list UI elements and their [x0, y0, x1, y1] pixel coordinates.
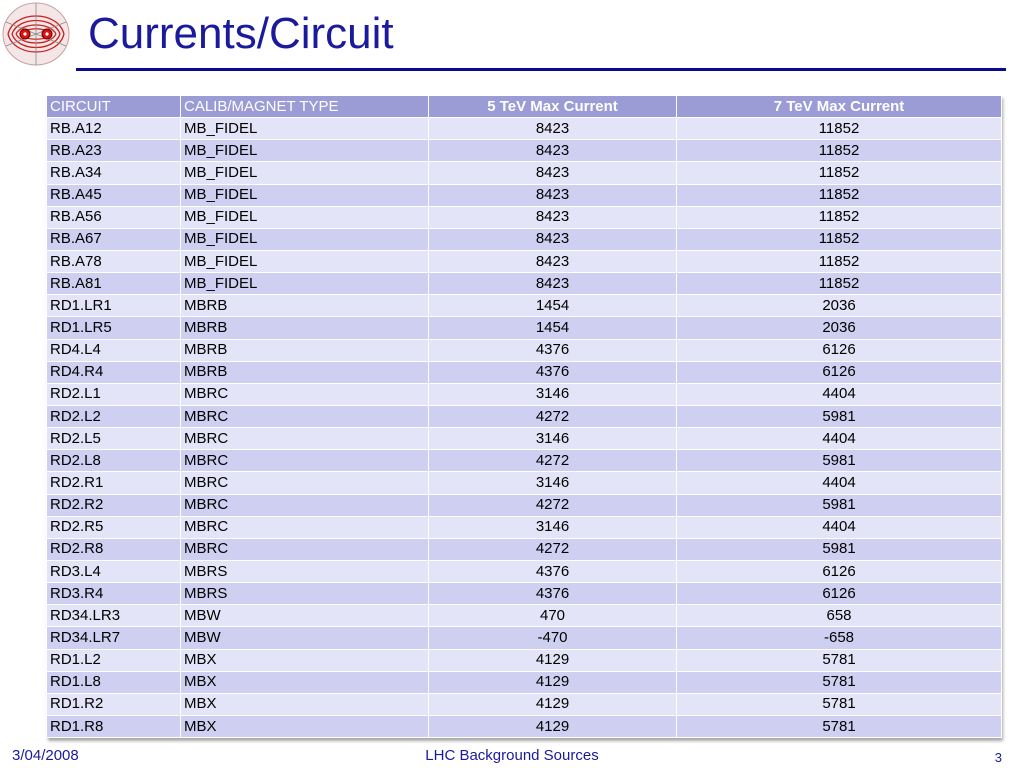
cell-magnet-type: MBX [181, 671, 429, 693]
slide-title: Currents/Circuit [88, 9, 394, 58]
table-row [47, 715, 1002, 737]
title-divider [76, 68, 1006, 71]
cell-circuit: RD34.LR3 [47, 605, 181, 627]
cell-7tev-current: 11852 [677, 250, 1002, 272]
cell-magnet-type: MB_FIDEL [181, 140, 429, 162]
cell-magnet-type: MB_FIDEL [181, 273, 429, 295]
cell-circuit: RD3.R4 [47, 583, 181, 605]
table-header-row [47, 96, 1002, 118]
cell-circuit: RB.A45 [47, 184, 181, 206]
cell-7tev-current: 2036 [677, 295, 1002, 317]
cell-5tev-current: 4272 [429, 494, 677, 516]
footer-date: 3/04/2008 [12, 747, 79, 764]
cell-7tev-current: 11852 [677, 162, 1002, 184]
table-row [47, 250, 1002, 272]
cell-magnet-type: MBRC [181, 538, 429, 560]
cell-magnet-type: MBRC [181, 494, 429, 516]
cell-5tev-current: -470 [429, 627, 677, 649]
cell-circuit: RB.A81 [47, 273, 181, 295]
cell-circuit: RB.A23 [47, 140, 181, 162]
table-row [47, 450, 1002, 472]
cell-circuit: RD4.L4 [47, 339, 181, 361]
cell-circuit: RD4.R4 [47, 361, 181, 383]
table-row [47, 583, 1002, 605]
footer-title: LHC Background Sources [425, 747, 599, 764]
cell-7tev-current: 6126 [677, 560, 1002, 582]
cell-7tev-current: 5781 [677, 671, 1002, 693]
currents-table-container [46, 95, 1001, 738]
cell-magnet-type: MB_FIDEL [181, 162, 429, 184]
cell-7tev-current: 6126 [677, 583, 1002, 605]
table-row [47, 405, 1002, 427]
cell-magnet-type: MBRC [181, 405, 429, 427]
cell-5tev-current: 3146 [429, 383, 677, 405]
cell-circuit: RB.A12 [47, 118, 181, 140]
cell-circuit: RD2.R1 [47, 472, 181, 494]
cell-7tev-current: 4404 [677, 472, 1002, 494]
cell-magnet-type: MBRC [181, 450, 429, 472]
cell-circuit: RD1.LR1 [47, 295, 181, 317]
table-row [47, 649, 1002, 671]
cell-7tev-current: 5781 [677, 693, 1002, 715]
cell-magnet-type: MBRC [181, 428, 429, 450]
table-row [47, 273, 1002, 295]
table-row [47, 361, 1002, 383]
cell-7tev-current: 11852 [677, 228, 1002, 250]
cell-5tev-current: 8423 [429, 118, 677, 140]
cell-magnet-type: MBRS [181, 560, 429, 582]
cell-5tev-current: 4376 [429, 339, 677, 361]
cell-circuit: RD2.R2 [47, 494, 181, 516]
page-number: 3 [994, 750, 1002, 765]
cell-magnet-type: MBRC [181, 472, 429, 494]
cell-circuit: RB.A34 [47, 162, 181, 184]
cell-magnet-type: MBRC [181, 383, 429, 405]
currents-table [46, 95, 1002, 738]
cell-7tev-current: 5781 [677, 649, 1002, 671]
cell-magnet-type: MBW [181, 605, 429, 627]
cell-circuit: RD2.L8 [47, 450, 181, 472]
header-circuit: CIRCUIT [47, 96, 181, 118]
table-row [47, 494, 1002, 516]
cell-7tev-current: 5781 [677, 715, 1002, 737]
cell-magnet-type: MBRB [181, 295, 429, 317]
header-magnet-type: CALIB/MAGNET TYPE [181, 96, 429, 118]
cell-5tev-current: 4272 [429, 450, 677, 472]
table-row [47, 538, 1002, 560]
cell-7tev-current: 2036 [677, 317, 1002, 339]
cell-magnet-type: MB_FIDEL [181, 228, 429, 250]
table-row [47, 627, 1002, 649]
cell-5tev-current: 8423 [429, 206, 677, 228]
cell-5tev-current: 8423 [429, 250, 677, 272]
table-row [47, 184, 1002, 206]
cell-5tev-current: 8423 [429, 273, 677, 295]
cell-5tev-current: 3146 [429, 472, 677, 494]
table-row [47, 605, 1002, 627]
cell-7tev-current: 4404 [677, 428, 1002, 450]
cell-circuit: RD2.R5 [47, 516, 181, 538]
table-row [47, 472, 1002, 494]
table-row [47, 140, 1002, 162]
table-row [47, 228, 1002, 250]
table-row [47, 428, 1002, 450]
cell-5tev-current: 3146 [429, 516, 677, 538]
cell-magnet-type: MBX [181, 715, 429, 737]
table-row [47, 671, 1002, 693]
cell-5tev-current: 4376 [429, 560, 677, 582]
table-row [47, 516, 1002, 538]
cell-5tev-current: 4129 [429, 715, 677, 737]
cell-magnet-type: MB_FIDEL [181, 206, 429, 228]
cell-circuit: RB.A78 [47, 250, 181, 272]
cell-7tev-current: 6126 [677, 361, 1002, 383]
cell-circuit: RD1.LR5 [47, 317, 181, 339]
cell-circuit: RD2.L1 [47, 383, 181, 405]
cell-circuit: RD1.L2 [47, 649, 181, 671]
cell-magnet-type: MBW [181, 627, 429, 649]
cell-magnet-type: MBX [181, 693, 429, 715]
cell-7tev-current: 11852 [677, 118, 1002, 140]
cell-7tev-current: 11852 [677, 273, 1002, 295]
cell-5tev-current: 8423 [429, 228, 677, 250]
table-row [47, 339, 1002, 361]
cell-magnet-type: MBRS [181, 583, 429, 605]
cell-circuit: RD2.L5 [47, 428, 181, 450]
table-row [47, 693, 1002, 715]
cell-circuit: RD34.LR7 [47, 627, 181, 649]
cell-5tev-current: 4129 [429, 649, 677, 671]
cell-7tev-current: 658 [677, 605, 1002, 627]
cell-7tev-current: -658 [677, 627, 1002, 649]
table-row [47, 383, 1002, 405]
table-row [47, 317, 1002, 339]
cell-7tev-current: 5981 [677, 450, 1002, 472]
cell-circuit: RD2.L2 [47, 405, 181, 427]
cell-5tev-current: 1454 [429, 317, 677, 339]
cell-5tev-current: 8423 [429, 162, 677, 184]
table-row [47, 295, 1002, 317]
cell-circuit: RB.A56 [47, 206, 181, 228]
cell-magnet-type: MB_FIDEL [181, 184, 429, 206]
cell-5tev-current: 8423 [429, 184, 677, 206]
cell-7tev-current: 11852 [677, 206, 1002, 228]
cell-circuit: RB.A67 [47, 228, 181, 250]
cell-5tev-current: 1454 [429, 295, 677, 317]
cell-circuit: RD3.L4 [47, 560, 181, 582]
table-row [47, 560, 1002, 582]
table-row [47, 206, 1002, 228]
cell-magnet-type: MBRB [181, 361, 429, 383]
cell-magnet-type: MB_FIDEL [181, 118, 429, 140]
cell-7tev-current: 5981 [677, 538, 1002, 560]
cell-5tev-current: 4272 [429, 405, 677, 427]
table-row [47, 162, 1002, 184]
lhc-dipole-logo-icon [0, 0, 76, 68]
cell-magnet-type: MBRB [181, 339, 429, 361]
header-7tev-current: 7 TeV Max Current [677, 96, 1002, 118]
cell-5tev-current: 4129 [429, 693, 677, 715]
cell-magnet-type: MB_FIDEL [181, 250, 429, 272]
cell-7tev-current: 5981 [677, 405, 1002, 427]
cell-5tev-current: 3146 [429, 428, 677, 450]
cell-circuit: RD1.L8 [47, 671, 181, 693]
cell-7tev-current: 6126 [677, 339, 1002, 361]
cell-7tev-current: 5981 [677, 494, 1002, 516]
table-row [47, 118, 1002, 140]
cell-5tev-current: 4376 [429, 583, 677, 605]
header-5tev-current: 5 TeV Max Current [429, 96, 677, 118]
cell-7tev-current: 11852 [677, 184, 1002, 206]
cell-circuit: RD2.R8 [47, 538, 181, 560]
cell-7tev-current: 11852 [677, 140, 1002, 162]
cell-5tev-current: 8423 [429, 140, 677, 162]
cell-5tev-current: 4376 [429, 361, 677, 383]
cell-circuit: RD1.R8 [47, 715, 181, 737]
cell-5tev-current: 470 [429, 605, 677, 627]
cell-5tev-current: 4129 [429, 671, 677, 693]
cell-magnet-type: MBRB [181, 317, 429, 339]
cell-7tev-current: 4404 [677, 516, 1002, 538]
cell-7tev-current: 4404 [677, 383, 1002, 405]
cell-circuit: RD1.R2 [47, 693, 181, 715]
cell-5tev-current: 4272 [429, 538, 677, 560]
cell-magnet-type: MBX [181, 649, 429, 671]
table-body [47, 118, 1002, 738]
cell-magnet-type: MBRC [181, 516, 429, 538]
